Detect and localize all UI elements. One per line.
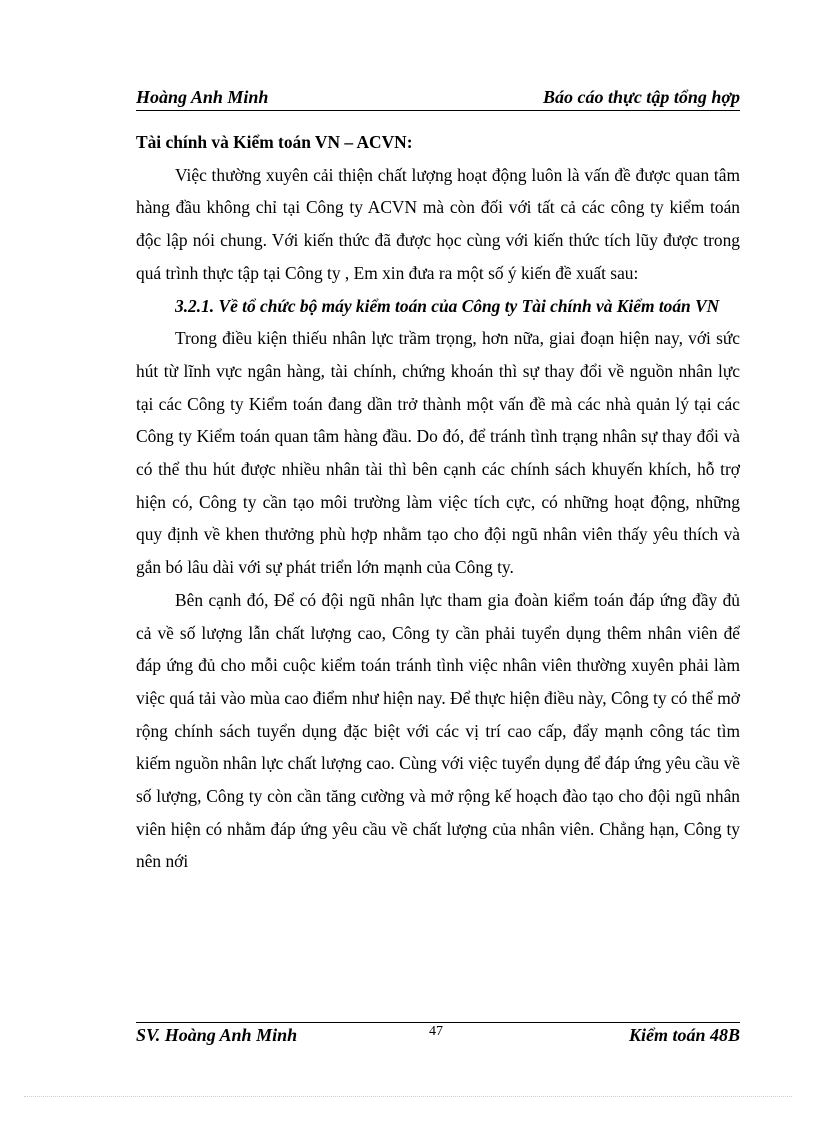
- footer-student: SV. Hoàng Anh Minh: [136, 1025, 298, 1045]
- page-number: 47: [429, 1024, 443, 1039]
- header-report-title: Báo cáo thực tập tổng hợp: [543, 87, 740, 107]
- document-body: [136, 126, 740, 878]
- paragraph-recruitment: Bên cạnh đó, Để có đội ngũ nhân lực tham gia đoàn kiểm toán đáp ứng đầy đủ cả về số lượng lẫn chất lượng cao, Công ty cần phải tuyển dụng thêm nhân viên để đáp ứng đủ cho mỗi cuộc kiểm toán tránh tình việc nhân viên thường xuyên phải làm việc quá tải vào mùa cao điểm như hiện nay. Để thực hiện điều này, Công ty có thể mở rộng chính sách tuyển dụng đặc biệt với các vị trí cao cấp, đẩy mạnh công tác tìm kiếm nguồn nhân lực chất lượng cao. Cùng với việc tuyển dụng để đáp ứng yêu cầu về số lượng, Công ty còn cần tăng cường và mở rộng kế hoạch đào tạo cho đội ngũ nhân viên hiện có nhằm đáp ứng yêu cầu về chất lượng của nhân viên. Chẳng hạn, Công ty nên nới: [136, 589, 740, 872]
- page-header: [136, 84, 740, 108]
- paragraph-human-resources: Trong điều kiện thiếu nhân lực trầm trọng, hơn nữa, giai đoạn hiện nay, với sức hút từ lĩnh vực ngân hàng, tài chính, chứng khoán thì sự thay đổi về nguồn nhân lực tại các Công ty Kiểm toán đang dần trở thành một vấn đề mà các nhà quản lý tại các Công ty Kiểm toán quan tâm hàng đầu. Do đó, để tránh tình trạng nhân sự thay đổi và có thể thu hút được nhiều nhân tài thì bên cạnh các chính sách khuyến khích, hỗ trợ hiện có, Công ty cần tạo môi trường làm việc tích cực, có những hoạt động, những quy định về khen thưởng phù hợp nhằm tạo cho đội ngũ nhân viên thấy yêu thích và gắn bó lâu dài với sự phát triển lớn mạnh của Công ty.: [136, 328, 740, 578]
- footer-class: Kiểm toán 48B: [628, 1025, 740, 1045]
- continued-heading: Tài chính và Kiểm toán VN – ACVN:: [136, 132, 413, 152]
- footer-divider: [136, 1022, 740, 1023]
- header-author: Hoàng Anh Minh: [136, 87, 269, 107]
- header-divider: [136, 110, 740, 111]
- page-bottom-dotted-border: [24, 1096, 792, 1097]
- paragraph-intro: Việc thường xuyên cải thiện chất lượng hoạt động luôn là vấn đề được quan tâm hàng đầu không chỉ tại Công ty ACVN mà còn đối với tất cả các công ty kiểm toán độc lập nói chung. Với kiến thức đã được học cùng với kiến thức tích lũy được trong quá trình thực tập tại Công ty , Em xin đưa ra một số ý kiến đề xuất sau:: [136, 164, 740, 283]
- section-heading: 3.2.1. Về tổ chức bộ máy kiểm toán của Công ty Tài chính và Kiểm toán VN: [175, 295, 720, 316]
